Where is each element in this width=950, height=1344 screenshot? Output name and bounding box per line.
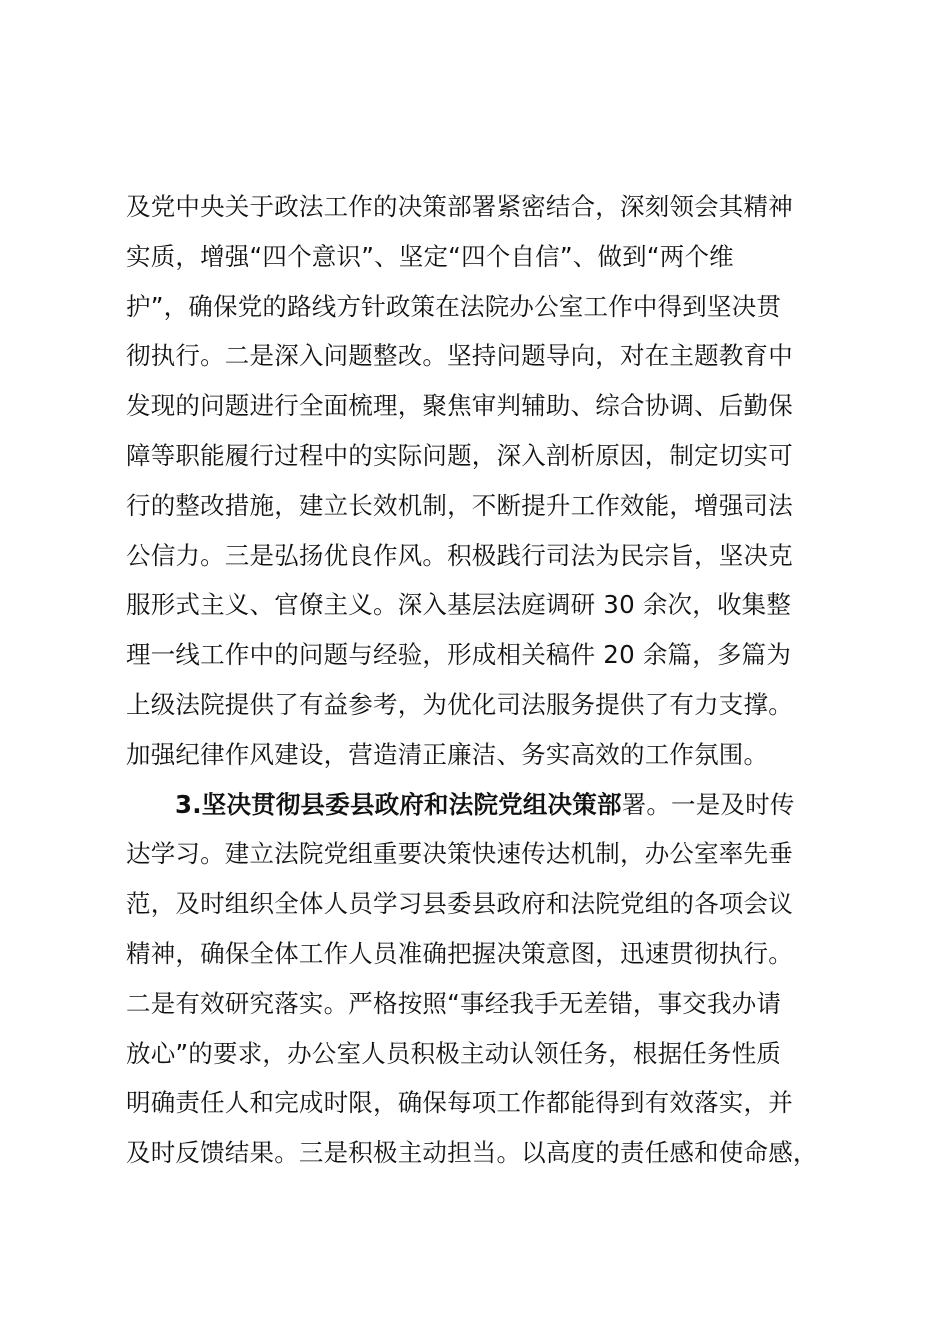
text-line: 加强纪律作风建设，营造清正廉洁、务实高效的工作氛围。 — [126, 739, 769, 769]
text-line: 实质，增强“四个意识”、坚定“四个自信”、做到“两个维 — [126, 241, 734, 271]
section-3-first-line-rest: 署。一是及时传 — [621, 789, 795, 819]
text-line: 发现的问题进行全面梳理，聚焦审判辅助、综合协调、后勤保 — [126, 391, 793, 421]
section-3-first-line — [126, 780, 846, 830]
text-line: 护”，确保党的路线方针政策在法院办公室工作中得到坚决贯 — [126, 291, 782, 321]
section-3-heading: 3.坚决贯彻县委县政府和法院党组决策部 — [175, 789, 622, 819]
text-line: 理一线工作中的问题与经验，形成相关稿件 20 余篇，多篇为 — [126, 640, 792, 670]
text-line: 精神，确保全体工作人员准确把握决策意图，迅速贯彻执行。 — [126, 938, 793, 968]
text-line: 服形式主义、官僚主义。深入基层法庭调研 30 余次，收集整 — [126, 590, 792, 620]
text-line: 彻执行。二是深入问题整改。坚持问题导向，对在主题教育中 — [126, 341, 793, 371]
text-line: 范，及时组织全体人员学习县委县政府和法院党组的各项会议 — [126, 889, 793, 919]
text-line: 放心”的要求，办公室人员积极主动认领任务，根据任务性质 — [126, 1038, 782, 1068]
text-line: 及党中央关于政法工作的决策部署紧密结合，深刻领会其精神 — [126, 192, 793, 221]
text-line: 二是有效研究落实。严格按照“事经我手无差错，事交我办请 — [126, 988, 782, 1018]
text-line: 及时反馈结果。三是积极主动担当。以高度的责任感和使命感， — [126, 1138, 818, 1168]
text-line: 上级法院提供了有益参考，为优化司法服务提供了有力支撑。 — [126, 689, 793, 719]
text-line: 达学习。建立法院党组重要决策快速传达机制，办公室率先垂 — [126, 839, 793, 869]
text-line: 明确责任人和完成时限，确保每项工作都能得到有效落实，并 — [126, 1088, 793, 1118]
body-text — [126, 182, 846, 1178]
text-line: 公信力。三是弘扬优良作风。积极践行司法为民宗旨，坚决克 — [126, 540, 793, 570]
text-line: 行的整改措施，建立长效机制，不断提升工作效能，增强司法 — [126, 490, 793, 520]
text-line: 障等职能履行过程中的实际问题，深入剖析原因，制定切实可 — [126, 440, 793, 470]
